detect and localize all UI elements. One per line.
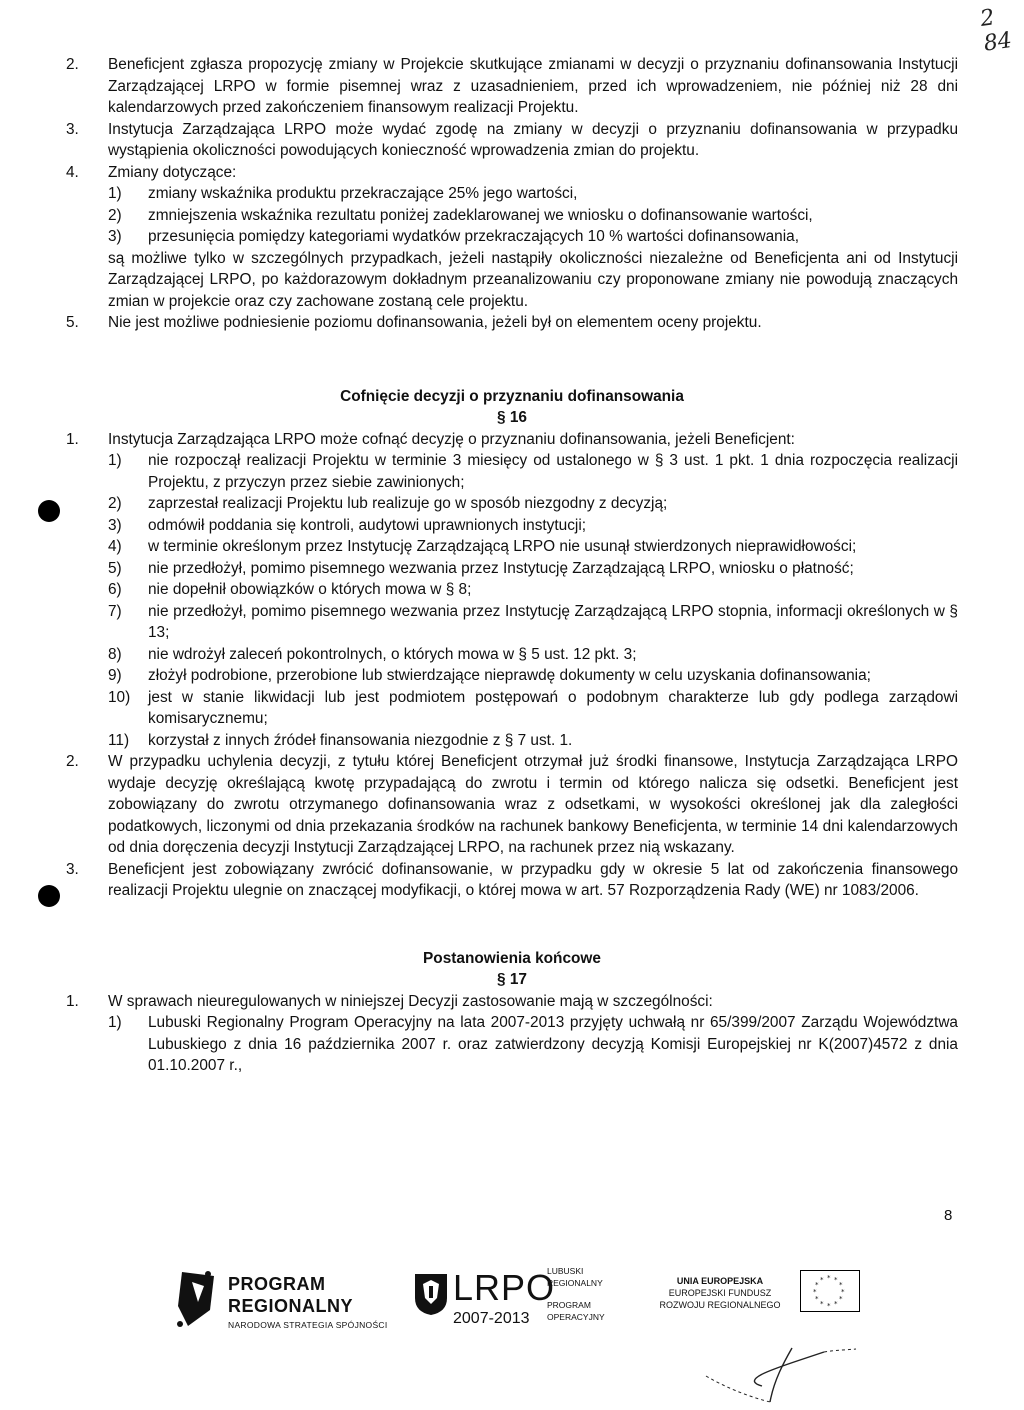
lrpo-logo <box>413 1262 623 1342</box>
subclause-text: nie przedłożył, pomimo pisemnego wezwania przez Instytucję Zarządzającą LRPO, wniosku o płatność; <box>148 559 854 577</box>
subclause-text: nie dopełnił obowiązków o których mowa w § 8; <box>148 581 472 598</box>
subclause-text: nie wdrożył zaleceń pokontrolnych, o których mowa w § 5 ust. 12 pkt. 3; <box>148 645 637 663</box>
punch-hole-bottom <box>38 885 60 907</box>
svg-text:*: * <box>827 1302 831 1310</box>
svg-text:*: * <box>820 1276 824 1284</box>
clause-number: 1. <box>66 992 79 1010</box>
s16-clause-2 <box>66 751 958 859</box>
program-line2: REGIONALNY <box>228 1296 354 1316</box>
clause-4 <box>66 162 958 313</box>
subclause-number: 4) <box>108 538 122 555</box>
subclause-text: Lubuski Regionalny Program Operacyjny na lata 2007-2013 przyjęty uchwałą nr 65/399/2007 Zarządu Województwa Lubuskiego z dnia 16 października 2007 r. oraz zatwierdzony decyzją Komisji Europejskiej nr K(2007)4572 z dnia 01.10.2007 r., <box>148 1014 958 1074</box>
svg-text:*: * <box>834 1276 838 1284</box>
subclause <box>108 644 958 666</box>
svg-text:*: * <box>834 1300 838 1308</box>
signature-mark <box>700 1340 860 1405</box>
subclause-text: odmówił poddania się kontroli, audytowi uprawnionych instytucji; <box>148 516 587 534</box>
subclause <box>108 665 958 687</box>
subclause-number: 10) <box>108 688 131 706</box>
subclause-number: 2) <box>108 206 122 224</box>
subclause <box>108 226 958 248</box>
subclause-number: 3) <box>108 516 122 534</box>
svg-text:*: * <box>841 1288 845 1296</box>
lubuskie-coat-of-arms-icon <box>413 1272 449 1316</box>
subclause-text: zmiany wskaźnika produktu przekraczające 25% jego wartości, <box>148 185 578 202</box>
clause-number: 3. <box>66 120 79 138</box>
section-16-paragraph: § 16 <box>497 409 527 426</box>
clause-text: Instytucja Zarządzająca LRPO może cofnąć decyzję o przyznaniu dofinansowania, jeżeli Beneficjent: <box>108 430 795 448</box>
lrpo-acronym: LRPO <box>453 1267 556 1308</box>
s17-clause-1 <box>66 991 958 1077</box>
subclause <box>108 601 958 644</box>
svg-text:*: * <box>820 1300 824 1308</box>
subclause-number: 1) <box>108 452 122 469</box>
subclause-text: nie przedłożył, pomimo pisemnego wezwania przez Instytucję Zarządzającą LRPO stopnia, informacji określonych w § 13; <box>148 602 958 641</box>
subclause-number: 5) <box>108 559 122 577</box>
clause-text: Beneficjent zgłasza propozycję zmiany w Projekcie skutkujące zmianami w decyzji o przyznaniu dofinansowania Instytucji Zarządzającej LRPO w formie pisemnej wraz z uzasadnieniem, przed ich wprowadzeniem, nie później niż 28 dni kalendarzowych przed zakończeniem finansowym realizacji Projektu. <box>108 56 958 116</box>
page-number: 8 <box>944 1207 953 1224</box>
lrpo-years: 2007-2013 <box>453 1310 530 1327</box>
subclause-text: jest w stanie likwidacji lub jest podmiotem postępowań o podobnym charakterze lub gdy podlega zarządowi komisarycznemu; <box>148 688 958 727</box>
subclause-number: 8) <box>108 645 122 663</box>
lrpo-small-3: PROGRAM <box>547 1300 591 1310</box>
clause-number: 5. <box>66 314 79 331</box>
subclause-number: 3) <box>108 228 122 245</box>
s16-clause-1 <box>66 429 958 752</box>
eu-flag-icon <box>800 1270 860 1312</box>
clause-number: 4. <box>66 163 79 181</box>
svg-text:*: * <box>815 1295 819 1303</box>
svg-text:*: * <box>827 1274 831 1282</box>
subclause <box>108 536 958 558</box>
clause-number: 1. <box>66 430 79 448</box>
s16-clause-3 <box>66 859 958 902</box>
program-regionalny-emblem-icon <box>174 1266 220 1332</box>
subclause-number: 2) <box>108 495 122 512</box>
subclause-text: korzystał z innych źródeł finansowania niezgodnie z § 7 ust. 1. <box>148 731 573 749</box>
eu-line1: UNIA EUROPEJSKA <box>676 1276 764 1286</box>
subclause <box>108 1012 958 1077</box>
program-line1: PROGRAM <box>228 1274 326 1294</box>
clause-number: 3. <box>66 860 79 878</box>
section-17-title: Postanowienia końcowe <box>423 949 601 967</box>
program-line3: NARODOWA STRATEGIA SPÓJNOŚCI <box>228 1320 388 1330</box>
subclause-text: w terminie określonym przez Instytucję Zarządzającą LRPO nie usunął stwierdzonych nieprawidłowości; <box>148 538 857 555</box>
program-regionalny-logo <box>170 1262 400 1342</box>
subclause <box>108 183 958 205</box>
subclause-number: 1) <box>108 1014 122 1031</box>
subclause <box>108 730 958 752</box>
subclause-text: złożył podrobione, przerobione lub stwierdzające nieprawdę dokumenty w celu uzyskania dofinansowania; <box>148 667 871 684</box>
subclause-number: 1) <box>108 185 122 202</box>
subclause-number: 6) <box>108 581 122 598</box>
clause-text: Beneficjent jest zobowiązany zwrócić dofinansowanie, w przypadku gdy w okresie 5 lat od zakończenia finansowego realizacji Projektu ulegnie on znaczącej modyfikacji, o której mowa w art. 57 Rozporządzenia Rady (WE) nr 1083/2006. <box>108 860 958 899</box>
subclause-text: zaprzestał realizacji Projektu lub realizuje go w sposób niezgodny z decyzją; <box>148 495 668 512</box>
clause-number: 2. <box>66 56 79 73</box>
punch-hole-top <box>38 500 60 522</box>
clause-text: Nie jest możliwe podniesienie poziomu dofinansowania, jeżeli był on elementem oceny projektu. <box>108 314 762 331</box>
lrpo-small-4: OPERACYJNY <box>547 1312 605 1322</box>
subclause-number: 11) <box>108 731 130 749</box>
section-17-paragraph: § 17 <box>497 971 527 988</box>
subclause <box>108 558 958 580</box>
subclause <box>108 687 958 730</box>
subclause <box>108 450 958 493</box>
clause-continuation: są możliwe tylko w szczególnych przypadkach, jeżeli nastąpiły okoliczności niezależne od Beneficjenta ani od Instytucji Zarządzającej LRPO, po każdorazowym dokładnym przeanalizowaniu czy proponowane zmiany nie powodują znaczących zmian w projekcie oraz czy zachowane zostaną cele projektu. <box>108 249 958 310</box>
eu-line3: ROZWOJU REGIONALNEGO <box>659 1300 781 1310</box>
handwritten-page-note: 2 84 <box>978 5 1014 57</box>
subclause-number: 9) <box>108 667 122 684</box>
subclause <box>108 515 958 537</box>
clause-text: Instytucja Zarządzająca LRPO może wydać zgodę na zmiany w decyzji o przyznaniu dofinansowania w przypadku wystąpienia okoliczności powodujących konieczność wprowadzenia zmian do projektu. <box>108 120 958 159</box>
svg-text:*: * <box>839 1295 843 1303</box>
clause-3 <box>66 119 958 162</box>
lrpo-small-1: LUBUSKI <box>547 1266 584 1276</box>
clause-number: 2. <box>66 753 79 770</box>
footer-logos <box>170 1262 870 1342</box>
clause-text: W sprawach nieuregulowanych w niniejszej Decyzji zastosowanie mają w szczególności: <box>108 992 713 1010</box>
svg-text:*: * <box>815 1281 819 1289</box>
subclause-text: zmniejszenia wskaźnika rezultatu poniżej zadeklarowanej we wniosku o dofinansowanie wartości, <box>148 206 813 224</box>
clause-5 <box>66 312 958 334</box>
clause-text: W przypadku uchylenia decyzji, z tytułu której Beneficjent otrzymał już środki finansowe, Instytucja Zarządzająca LRPO wydaje decyzję określającą kwotę przypadającą do zwrotu i termin od którego nalicza się odsetki. Beneficjent jest zobowiązany do zwrotu otrzymanego dofinansowania wraz z odsetkami, w wysokości określonej jak dla zaległości podatkowych, liczonymi od dnia przekazania środków na rachunek bankowy Beneficjenta, w terminie 14 dni kalendarzowych od dnia doręczenia decyzji Instytucji Zarządzającej LRPO, na rachunek przez nią wskazany. <box>108 753 958 856</box>
subclause-text: przesunięcia pomiędzy kategoriami wydatków przekraczających 10 % wartości dofinansowania, <box>148 228 799 245</box>
eu-line2: EUROPEJSKI FUNDUSZ <box>668 1288 772 1298</box>
subclause <box>108 205 958 227</box>
svg-text:*: * <box>813 1288 817 1296</box>
subclause <box>108 493 958 515</box>
svg-text:*: * <box>839 1281 843 1289</box>
subclause <box>108 579 958 601</box>
document-body <box>66 54 958 1077</box>
subclause-number: 7) <box>108 602 122 620</box>
subclause-text: nie rozpoczął realizacji Projektu w terminie 3 miesięcy od ustalonego w § 3 ust. 1 pkt. 1 dnia rozpoczęcia realizacji Projektu, z przyczyn przez siebie zawinionych; <box>148 452 958 491</box>
clause-2 <box>66 54 958 119</box>
clause-text: Zmiany dotyczące: <box>108 163 237 181</box>
lrpo-small-2: REGIONALNY <box>547 1278 603 1288</box>
section-16-title: Cofnięcie decyzji o przyznaniu dofinansowania <box>340 387 684 405</box>
eu-logo <box>645 1262 875 1342</box>
